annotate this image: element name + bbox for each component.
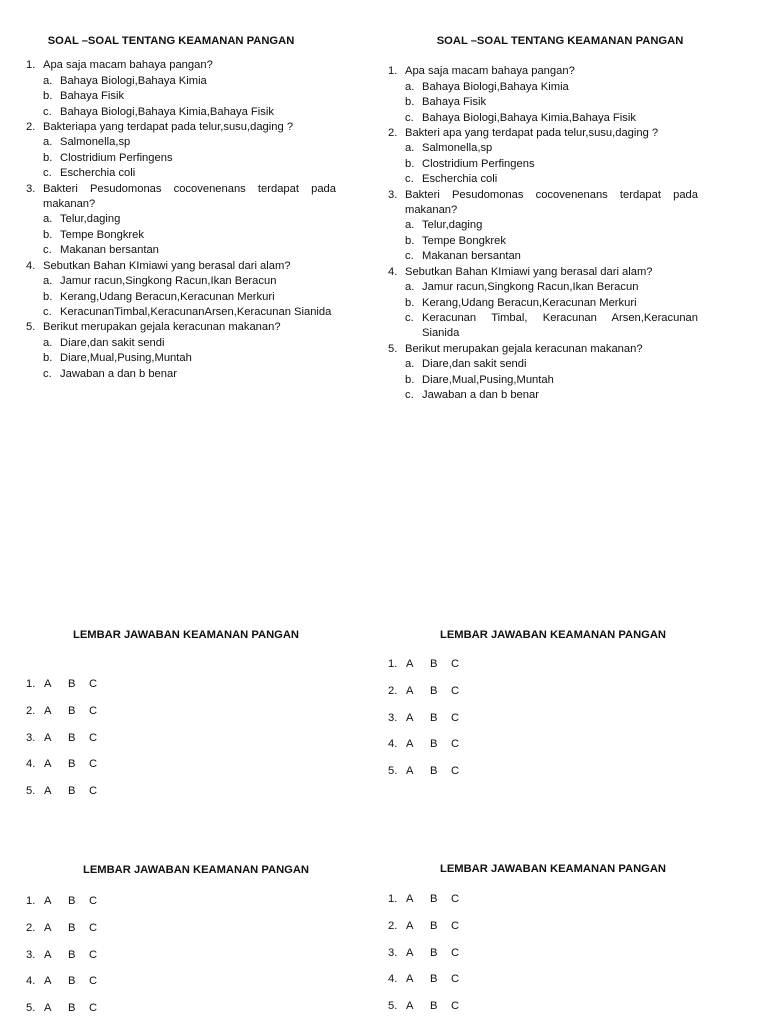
option-letter: c. [405, 111, 414, 124]
choice-c: C [451, 738, 460, 751]
choice-c: C [89, 678, 98, 691]
question-text: Sebutkan Bahan KImiawi yang berasal dari alam? [405, 265, 653, 278]
option-item [43, 336, 336, 351]
option-item [43, 243, 336, 258]
option-letter: b. [405, 96, 415, 109]
answer-list [388, 657, 708, 790]
question-text: Bakteri apa yang terdapat pada telur,susu,daging ? [405, 127, 659, 140]
option-letter: b. [43, 352, 53, 365]
answer-row [26, 1001, 346, 1027]
option-text: Clostridium Perfingens [422, 157, 535, 170]
question-item [26, 259, 336, 321]
question-number: 3. [26, 182, 36, 195]
answer-list [26, 894, 346, 1027]
choice-a: A [44, 948, 52, 961]
option-list [405, 218, 698, 264]
question-number: 4. [388, 265, 398, 278]
question-sheet-right [388, 34, 698, 403]
option-text: Bahaya Fisik [422, 96, 487, 109]
question-sheet-left [26, 34, 336, 382]
question-number: 5. [388, 342, 398, 355]
choice-b: B [430, 946, 438, 959]
answer-sheet-middle-left [26, 628, 346, 810]
option-item [43, 274, 336, 289]
answer-number: 3. [26, 731, 36, 744]
choice-b: B [430, 685, 438, 697]
question-item [26, 120, 336, 182]
choice-b: B [68, 731, 76, 744]
option-item [405, 218, 698, 233]
question-item [26, 320, 336, 382]
answer-row [26, 731, 346, 758]
option-letter: c. [43, 105, 52, 118]
option-list [43, 336, 336, 382]
answer-row [388, 919, 708, 946]
question-text: Berikut merupakan gejala keracunan makanan? [405, 342, 643, 355]
option-item [43, 89, 336, 104]
option-text: Kerang,Udang Beracun,Keracunan Merkuri [422, 296, 637, 309]
choice-b: B [68, 705, 76, 717]
choice-a: A [406, 738, 414, 751]
answer-row [388, 657, 708, 684]
option-text: Jamur racun,Singkong Racun,Ikan Beracun [60, 275, 277, 288]
choice-c: C [451, 764, 460, 777]
option-item [405, 296, 698, 311]
choice-a: A [44, 784, 52, 797]
answer-number: 3. [388, 946, 398, 959]
option-text: Diare,dan sakit sendi [60, 336, 165, 349]
option-letter: a. [405, 80, 415, 93]
option-letter: b. [43, 228, 53, 241]
answer-number: 1. [388, 893, 398, 906]
choice-b: B [430, 973, 438, 986]
question-list [388, 64, 698, 403]
answer-row [26, 704, 346, 731]
option-text: Bahaya Biologi,Bahaya Kimia [422, 80, 569, 93]
option-letter: b. [43, 90, 53, 103]
option-item [405, 388, 698, 403]
question-item [388, 265, 698, 342]
option-item [405, 280, 698, 295]
answer-number: 5. [26, 1001, 36, 1014]
option-text: Jawaban a dan b benar [422, 388, 539, 401]
answer-number: 4. [388, 738, 398, 751]
option-item [43, 351, 336, 366]
option-item [405, 95, 698, 110]
choice-c: C [89, 922, 98, 934]
option-text: Diare,Mual,Pusing,Muntah [60, 352, 192, 365]
choice-b: B [68, 948, 76, 961]
option-item [43, 290, 336, 305]
choice-c: C [89, 895, 98, 908]
question-item [388, 126, 698, 188]
choice-b: B [68, 975, 76, 988]
question-text: Sebutkan Bahan KImiawi yang berasal dari alam? [43, 259, 291, 272]
option-item [405, 80, 698, 95]
choice-a: A [406, 999, 414, 1012]
option-text: Diare,dan sakit sendi [422, 358, 527, 371]
option-text: Escherchia coli [422, 173, 498, 186]
choice-a: A [406, 946, 414, 959]
answer-row [388, 764, 708, 791]
answer-number: 5. [388, 999, 398, 1012]
option-text: Makanan bersantan [60, 244, 159, 257]
answer-number: 2. [26, 922, 36, 934]
option-item [405, 357, 698, 372]
choice-b: B [430, 738, 438, 751]
option-letter: a. [43, 136, 53, 149]
option-item [405, 249, 698, 264]
answer-row [26, 894, 346, 921]
choice-c: C [451, 999, 460, 1012]
option-item [43, 135, 336, 150]
answer-row [26, 921, 346, 948]
option-list [405, 80, 698, 126]
answer-number: 1. [388, 658, 398, 671]
option-letter: c. [405, 173, 414, 186]
option-item [43, 228, 336, 243]
option-letter: a. [43, 336, 53, 349]
question-text: Bakteri Pesudomonas cocovenenans terdapat pada makanan? [43, 182, 336, 211]
answer-sheet-bottom-left [26, 863, 346, 1027]
answer-sheet-title: LEMBAR JAWABAN KEAMANAN PANGAN [439, 629, 667, 641]
answer-row [388, 946, 708, 973]
option-text: Telur,daging [60, 213, 121, 226]
option-item [405, 111, 698, 126]
option-letter: c. [405, 388, 414, 401]
option-letter: b. [405, 373, 415, 386]
option-item [405, 157, 698, 172]
option-letter: b. [43, 151, 53, 164]
question-number: 4. [26, 259, 36, 272]
question-number: 1. [388, 65, 398, 78]
choice-b: B [430, 711, 438, 724]
answer-sheet-middle-right [388, 628, 708, 790]
option-text: Bahaya Biologi,Bahaya Kimia,Bahaya Fisik [60, 105, 274, 118]
option-text: Escherchia coli [60, 167, 136, 180]
option-text: Tempe Bongkrek [422, 234, 506, 247]
option-text: Keracunan Timbal, Keracunan Arsen,Keracunan Sianida [422, 311, 698, 340]
question-number: 3. [388, 188, 398, 201]
answer-number: 4. [388, 973, 398, 986]
choice-b: B [430, 893, 438, 906]
choice-a: A [44, 731, 52, 744]
choice-b: B [68, 758, 76, 771]
answer-number: 5. [388, 764, 398, 777]
choice-a: A [406, 685, 414, 697]
option-list [405, 280, 698, 342]
option-item [43, 74, 336, 89]
option-item [43, 151, 336, 166]
option-text: Jamur racun,Singkong Racun,Ikan Beracun [422, 281, 639, 294]
choice-b: B [68, 1001, 76, 1014]
answer-row [388, 737, 708, 764]
option-letter: b. [405, 234, 415, 247]
choice-a: A [44, 1001, 52, 1014]
option-text: Salmonella,sp [60, 136, 131, 149]
answer-number: 2. [26, 705, 36, 717]
choice-b: B [68, 784, 76, 797]
question-number: 2. [388, 127, 398, 140]
option-letter: a. [405, 219, 415, 232]
option-item [405, 373, 698, 388]
question-item [26, 58, 336, 120]
question-number: 5. [26, 321, 36, 334]
answer-row [26, 948, 346, 975]
option-item [43, 166, 336, 181]
answer-sheet-title: LEMBAR JAWABAN KEAMANAN PANGAN [82, 864, 310, 876]
question-item [388, 64, 698, 126]
answer-number: 1. [26, 895, 36, 908]
choice-c: C [451, 893, 460, 906]
option-list [43, 212, 336, 258]
choice-a: A [44, 895, 52, 908]
choice-c: C [451, 685, 460, 697]
option-list [405, 357, 698, 403]
option-letter: b. [405, 296, 415, 309]
option-letter: b. [43, 290, 53, 303]
choice-c: C [89, 758, 98, 771]
option-list [43, 135, 336, 181]
answer-row [388, 684, 708, 711]
choice-b: B [68, 922, 76, 934]
choice-b: B [68, 678, 76, 691]
option-letter: c. [43, 167, 52, 180]
option-text: Tempe Bongkrek [60, 228, 144, 241]
choice-a: A [406, 893, 414, 906]
question-text: Bakteri Pesudomonas cocovenenans terdapat pada makanan? [405, 188, 698, 217]
option-item [43, 105, 336, 120]
option-text: Clostridium Perfingens [60, 151, 173, 164]
option-letter: c. [43, 244, 52, 257]
choice-c: C [451, 711, 460, 724]
answer-sheet-title: LEMBAR JAWABAN KEAMANAN PANGAN [439, 863, 667, 875]
answer-number: 5. [26, 784, 36, 797]
answer-number: 4. [26, 758, 36, 771]
option-letter: a. [43, 275, 53, 288]
choice-a: A [44, 758, 52, 771]
option-text: KeracunanTimbal,KeracunanArsen,Keracunan Sianida [60, 305, 332, 318]
choice-b: B [430, 999, 438, 1012]
option-text: Salmonella,sp [422, 142, 493, 155]
option-letter: c. [405, 250, 414, 263]
option-text: Jawaban a dan b benar [60, 367, 177, 380]
answer-row [26, 784, 346, 811]
answer-row [388, 972, 708, 999]
answer-number: 1. [26, 678, 36, 691]
answer-row [388, 999, 708, 1026]
choice-c: C [89, 705, 98, 717]
option-letter: a. [405, 281, 415, 294]
choice-a: A [44, 678, 52, 691]
option-list [405, 141, 698, 187]
choice-c: C [451, 973, 460, 986]
choice-c: C [89, 1001, 98, 1014]
option-item [405, 172, 698, 187]
answer-list [388, 892, 708, 1025]
option-text: Bahaya Biologi,Bahaya Kimia [60, 74, 207, 87]
choice-b: B [68, 895, 76, 908]
choice-a: A [44, 705, 52, 717]
answer-number: 3. [388, 711, 398, 724]
option-letter: a. [43, 213, 53, 226]
choice-b: B [430, 658, 438, 671]
question-text: Apa saja macam bahaya pangan? [405, 65, 575, 78]
option-item [43, 212, 336, 227]
choice-c: C [89, 948, 98, 961]
option-letter: a. [405, 142, 415, 155]
answer-row [388, 711, 708, 738]
option-item [405, 311, 698, 342]
choice-a: A [406, 658, 414, 671]
choice-a: A [406, 711, 414, 724]
question-text: Bakteriapa yang terdapat pada telur,susu,daging ? [43, 121, 294, 134]
answer-number: 4. [26, 975, 36, 988]
answer-row [26, 757, 346, 784]
question-text: Apa saja macam bahaya pangan? [43, 59, 213, 72]
question-item [388, 342, 698, 404]
choice-a: A [406, 920, 414, 932]
option-text: Bahaya Biologi,Bahaya Kimia,Bahaya Fisik [422, 111, 636, 124]
answer-number: 2. [388, 920, 398, 932]
choice-c: C [451, 946, 460, 959]
answer-number: 3. [26, 948, 36, 961]
option-letter: b. [405, 157, 415, 170]
option-item [43, 305, 336, 320]
answer-number: 2. [388, 685, 398, 697]
question-sheet-title: SOAL –SOAL TENTANG KEAMANAN PANGAN [47, 35, 295, 47]
option-letter: c. [405, 311, 414, 324]
option-letter: a. [43, 74, 53, 87]
choice-a: A [44, 975, 52, 988]
question-text: Berikut merupakan gejala keracunan makanan? [43, 321, 281, 334]
option-text: Diare,Mual,Pusing,Muntah [422, 373, 554, 386]
answer-row [26, 974, 346, 1001]
question-item [26, 182, 336, 259]
option-text: Makanan bersantan [422, 250, 521, 263]
option-letter: a. [405, 358, 415, 371]
question-sheet-title: SOAL –SOAL TENTANG KEAMANAN PANGAN [436, 35, 684, 47]
option-item [43, 367, 336, 382]
choice-a: A [44, 922, 52, 934]
option-item [405, 141, 698, 156]
option-list [43, 274, 336, 320]
question-item [388, 188, 698, 265]
option-text: Bahaya Fisik [60, 90, 125, 103]
choice-c: C [451, 920, 460, 932]
answer-sheet-title: LEMBAR JAWABAN KEAMANAN PANGAN [72, 629, 300, 641]
option-list [43, 74, 336, 120]
question-number: 2. [26, 121, 36, 134]
choice-c: C [89, 784, 98, 797]
answer-row [388, 892, 708, 919]
choice-a: A [406, 973, 414, 986]
choice-c: C [451, 658, 460, 671]
option-text: Telur,daging [422, 219, 483, 232]
option-letter: c. [43, 305, 52, 318]
answer-list [26, 677, 346, 810]
choice-c: C [89, 731, 98, 744]
answer-row [26, 677, 346, 704]
option-text: Kerang,Udang Beracun,Keracunan Merkuri [60, 290, 275, 303]
option-item [405, 234, 698, 249]
choice-b: B [430, 764, 438, 777]
option-letter: c. [43, 367, 52, 380]
question-number: 1. [26, 59, 36, 72]
answer-sheet-bottom-right [388, 862, 708, 1025]
question-list [26, 58, 336, 382]
choice-c: C [89, 975, 98, 988]
choice-b: B [430, 920, 438, 932]
choice-a: A [406, 764, 414, 777]
